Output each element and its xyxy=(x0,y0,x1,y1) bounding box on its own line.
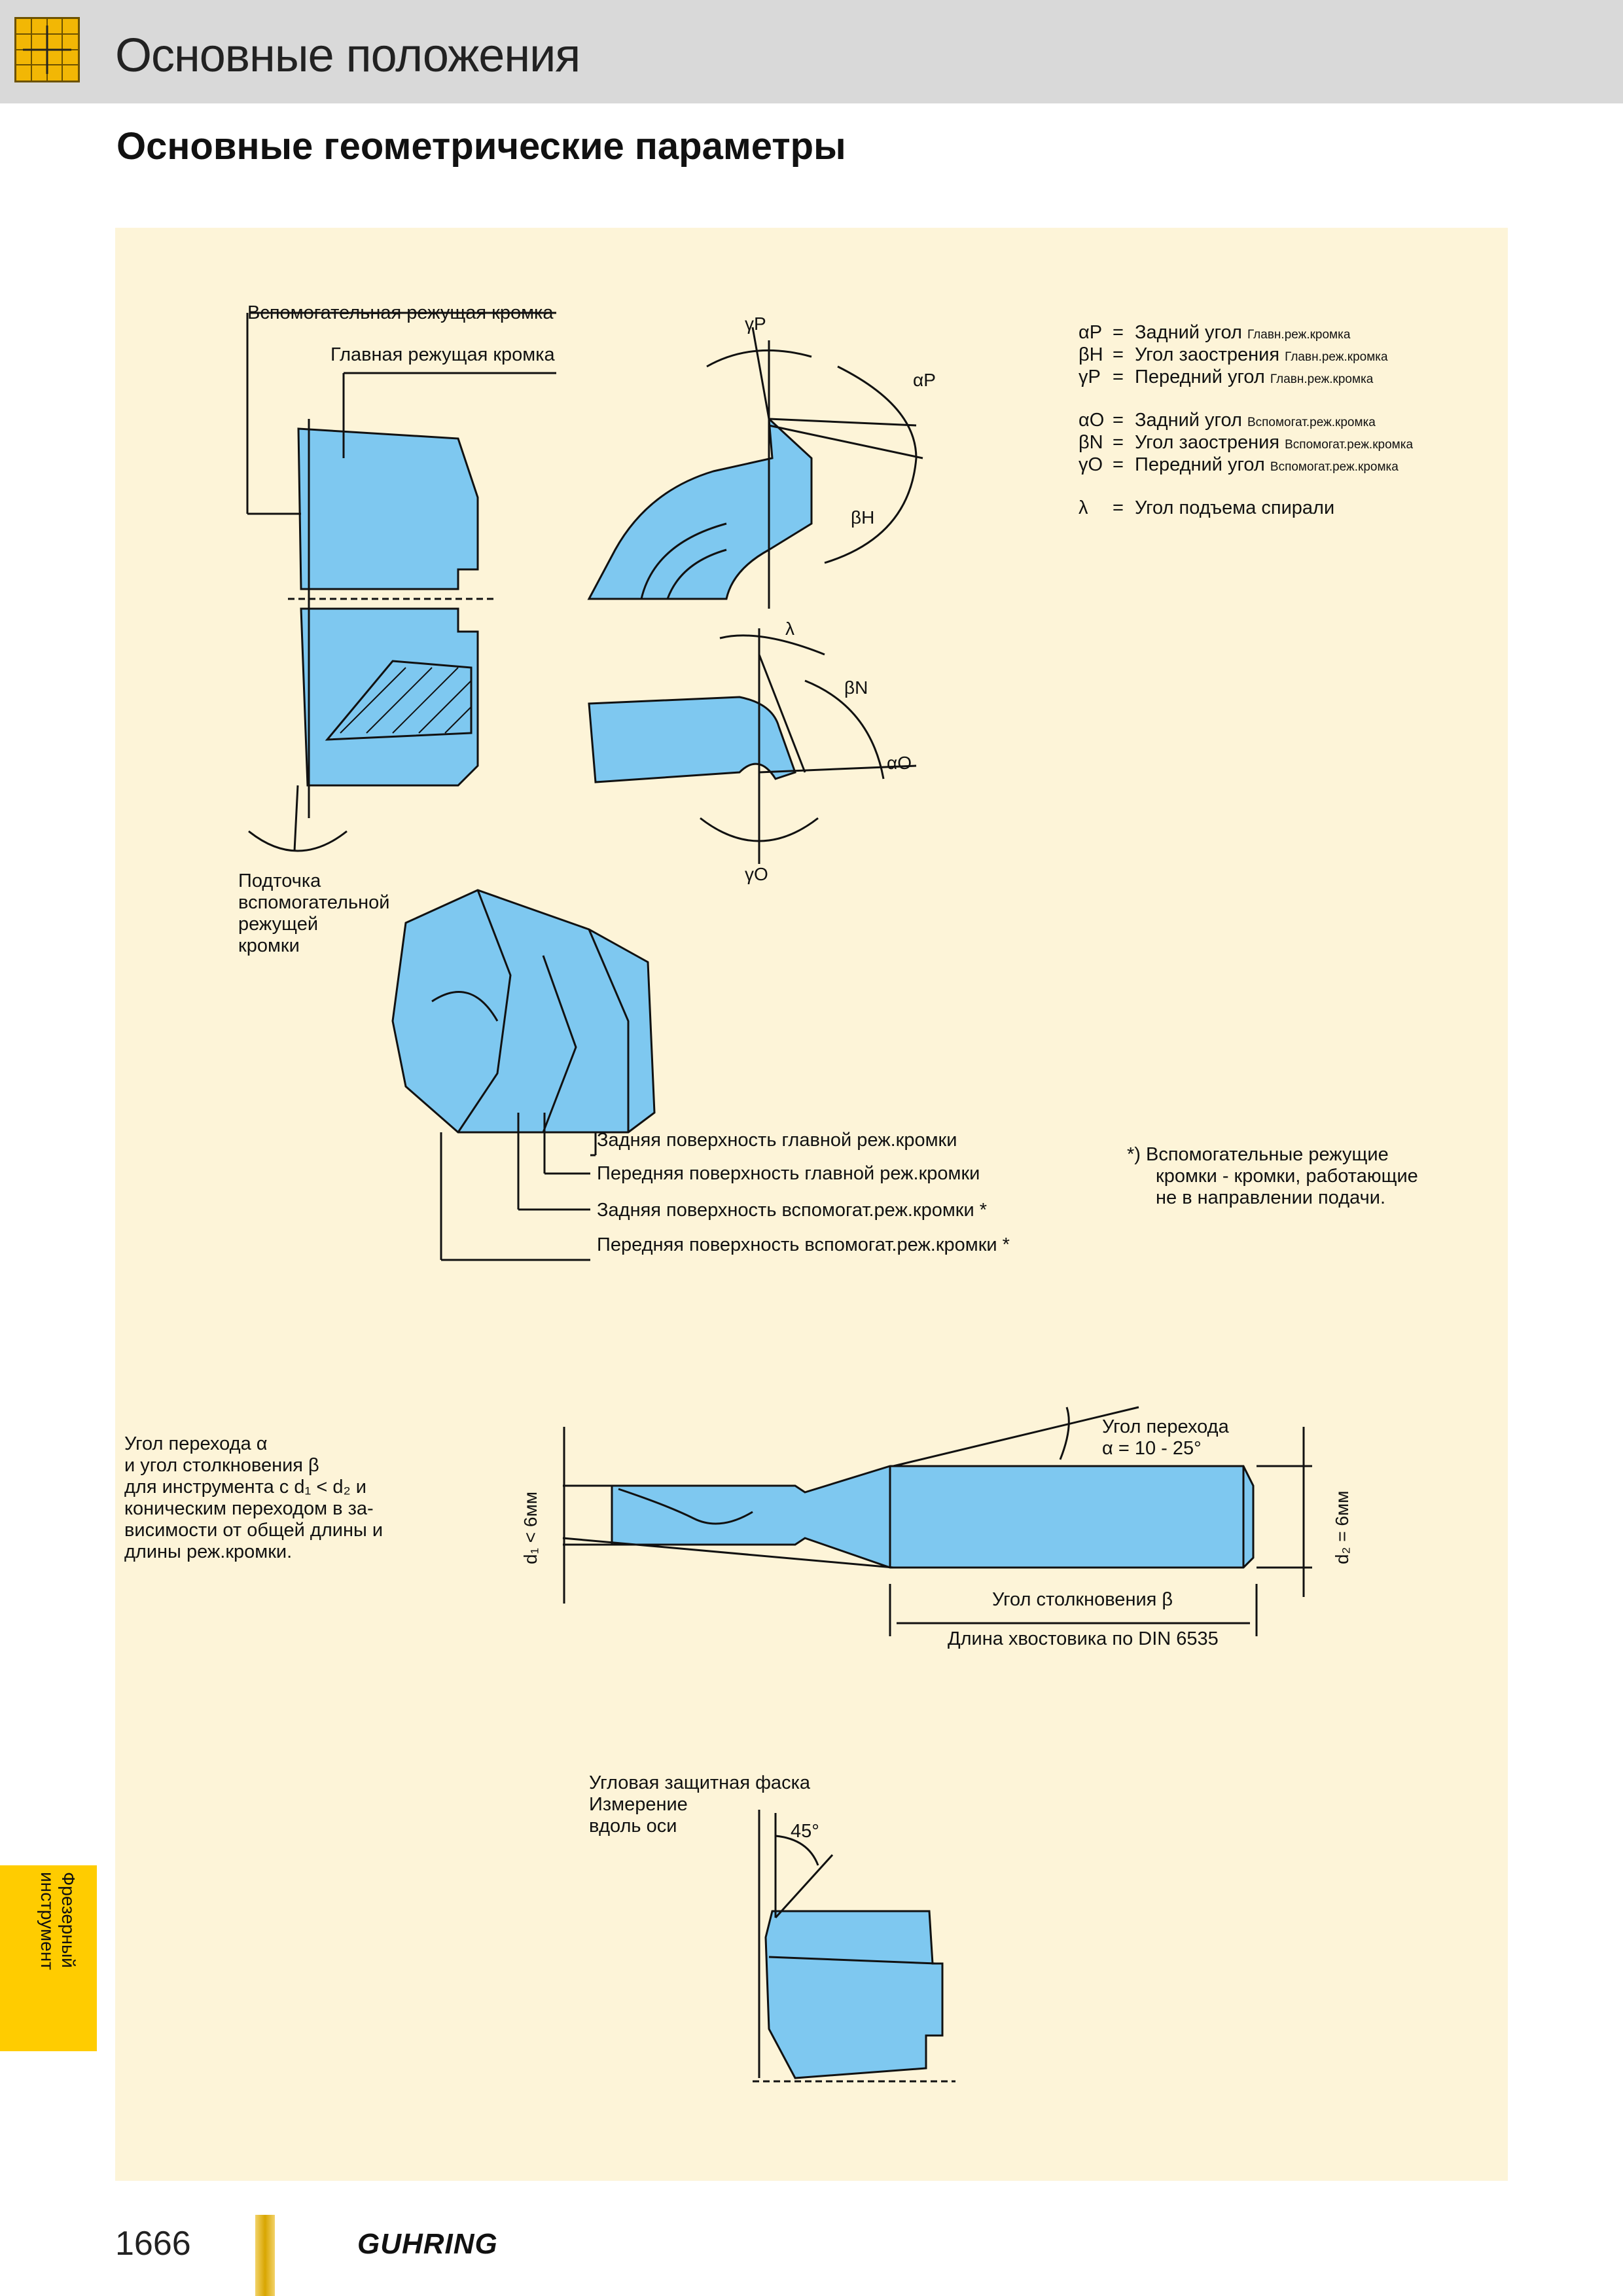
gamma-p-label: γP xyxy=(745,314,766,334)
transition-description: Угол перехода α и угол столкновения β для инструмента с d₁ < d₂ и коническим переходом в за- висимости от общей длины и длины реж.кромки. xyxy=(124,1433,383,1562)
surface-label-3: Задняя поверхность вспомогат.реж.кромки * xyxy=(597,1200,988,1221)
gamma-o-label: γO xyxy=(745,864,768,884)
legend-row: γO = Передний угол Вспомогат.реж.кромка xyxy=(1079,454,1399,475)
alpha-p-label: αP xyxy=(913,370,936,390)
surface-label-2: Передняя поверхность главной реж.кромки xyxy=(597,1163,980,1184)
collision-angle-label: Угол столкновения β xyxy=(992,1589,1173,1610)
section-title: Основные положения xyxy=(115,29,580,82)
footer-divider xyxy=(255,2215,275,2296)
cutter-edge-view xyxy=(589,628,916,864)
d2-label: d₂ = 6мм xyxy=(1332,1490,1352,1564)
alpha-o-label: αO xyxy=(887,753,912,773)
d1-label: d₁ < 6мм xyxy=(520,1491,541,1564)
legend-row: γP = Передний угол Главн.реж.кромка xyxy=(1079,367,1374,387)
surface-label-1: Задняя поверхность главной реж.кромки xyxy=(597,1130,957,1151)
legend-row: βN = Угол заострения Вспомогат.реж.кромка xyxy=(1079,432,1414,453)
shank-length-label: Длина хвостовика по DIN 6535 xyxy=(948,1628,1219,1649)
legend-row: αO = Задний угол Вспомогат.реж.кромка xyxy=(1079,410,1376,431)
brand-logo: GUHRING xyxy=(357,2228,498,2260)
undercut-label: Подточка вспомогательной режущей кромки xyxy=(238,870,390,956)
legend-row: λ = Угол подъема спирали xyxy=(1079,497,1335,518)
footnote: *) Вспомогательные режущие кромки - кромки, работающие не в направлении подачи. xyxy=(1127,1144,1418,1208)
aux-edge-label: Вспомогательная режущая кромка xyxy=(247,302,554,323)
transition-angle-label: Угол перехода α = 10 - 25° xyxy=(1102,1416,1229,1459)
legend-row: βH = Угол заострения Главн.реж.кромка xyxy=(1079,344,1388,365)
chamfer-angle-label: 45° xyxy=(791,1821,819,1842)
surface-label-4: Передняя поверхность вспомогат.реж.кромки * xyxy=(597,1234,1010,1255)
chamfer-label: Угловая защитная фаска Измерение вдоль оси xyxy=(589,1772,811,1837)
cutter-cross-section xyxy=(589,327,923,609)
cutter-side-view xyxy=(247,313,556,851)
legend-row: αP = Задний угол Главн.реж.кромка xyxy=(1079,322,1351,343)
page-number: 1666 xyxy=(115,2225,191,2263)
beta-n-label: βN xyxy=(844,677,868,698)
beta-h-label: βH xyxy=(851,507,875,528)
lambda-label: λ xyxy=(785,619,794,639)
section-tab-label: Фрезерный инструмент xyxy=(37,1872,79,1970)
page-title: Основные геометрические параметры xyxy=(116,125,846,168)
main-edge-label: Главная режущая кромка xyxy=(330,344,555,365)
chamfer-view xyxy=(753,1810,955,2081)
